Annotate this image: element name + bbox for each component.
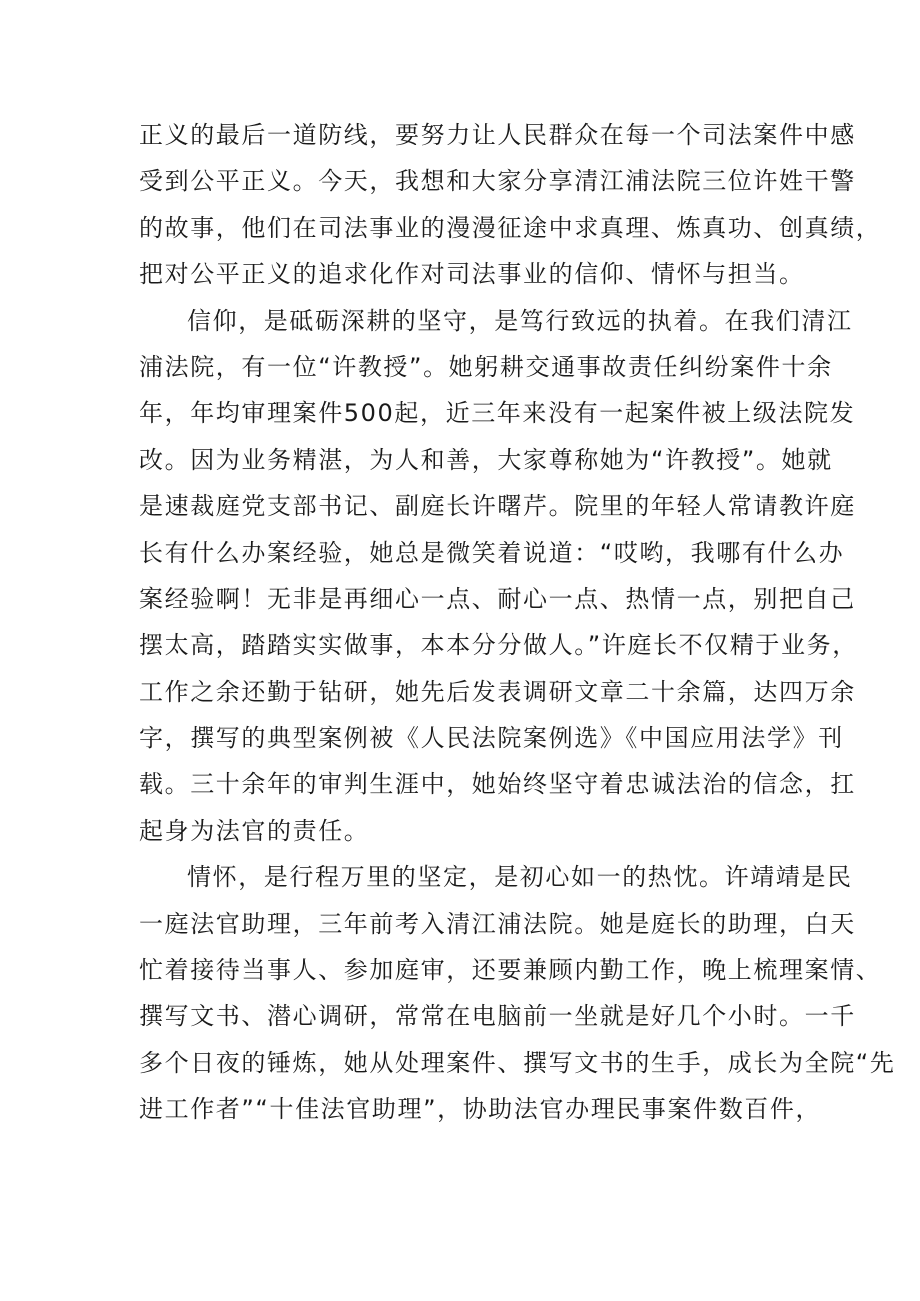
text-line: 字，撰写的典型案例被《人民法院案例选》《中国应用法学》刊 (139, 724, 844, 753)
text-line: 工作之余还勤于钻研，她先后发表调研文章二十余篇，达四万余 (139, 677, 856, 706)
paragraph-feelings (139, 854, 896, 1132)
text-line: 忙着接待当事人、参加庭审，还要兼顾内勤工作，晚上梳理案情、 (139, 956, 882, 985)
text-line: 是速裁庭党支部书记、副庭长许曙芹。院里的年轻人常请教许庭 (139, 492, 856, 521)
text-line: 载。三十余年的审判生涯中，她始终坚守着忠诚法治的信念，扛 (139, 770, 856, 799)
text-line: 把对公平正义的追求化作对司法事业的信仰、情怀与担当。 (139, 260, 805, 289)
text-line: 的故事，他们在司法事业的漫漫征途中求真理、炼真功、创真绩， (139, 213, 882, 242)
text-line: 一庭法官助理，三年前考入清江浦法院。她是庭长的助理，白天 (139, 909, 856, 938)
document-body (139, 112, 896, 1133)
text-line: 信仰，是砥砺深耕的坚守，是笃行致远的执着。在我们清江 (187, 306, 853, 335)
text-line: 摆太高，踏踏实实做事，本本分分做人。”许庭长不仅精于业务， (139, 631, 858, 660)
text-line: 撰写文书、潜心调研，常常在电脑前一坐就是好几个小时。一千 (139, 1002, 856, 1031)
text-line: 起身为法官的责任。 (139, 816, 370, 845)
text-line: 案经验啊！无非是再细心一点、耐心一点、热情一点，别把自己 (139, 584, 856, 613)
text-line: 正义的最后一道防线，要努力让人民群众在每一个司法案件中感 (139, 121, 856, 149)
text-line: 年，年均审理案件500起，近三年来没有一起案件被上级法院发 (139, 399, 856, 428)
text-line: 进工作者”“十佳法官助理”，协助法官办理民事案件数百件， (139, 1095, 822, 1124)
text-line: 长有什么办案经验，她总是微笑着说道：“哎哟，我哪有什么办 (139, 538, 845, 567)
text-line: 浦法院，有一位“许教授”。她躬耕交通事故责任纠纷案件十余 (139, 352, 833, 381)
paragraph-intro (139, 112, 882, 298)
text-line: 受到公平正义。今天，我想和大家分享清江浦法院三位许姓干警 (139, 167, 856, 196)
text-line: 情怀，是行程万里的坚定，是初心如一的热忱。许靖靖是民 (187, 863, 853, 892)
text-line: 多个日夜的锤炼，她从处理案件、撰写文书的生手，成长为全院“先 (139, 1048, 896, 1077)
paragraph-faith (139, 298, 858, 855)
text-line: 改。因为业务精湛，为人和善，大家尊称她为“许教授”。她就 (139, 445, 833, 474)
